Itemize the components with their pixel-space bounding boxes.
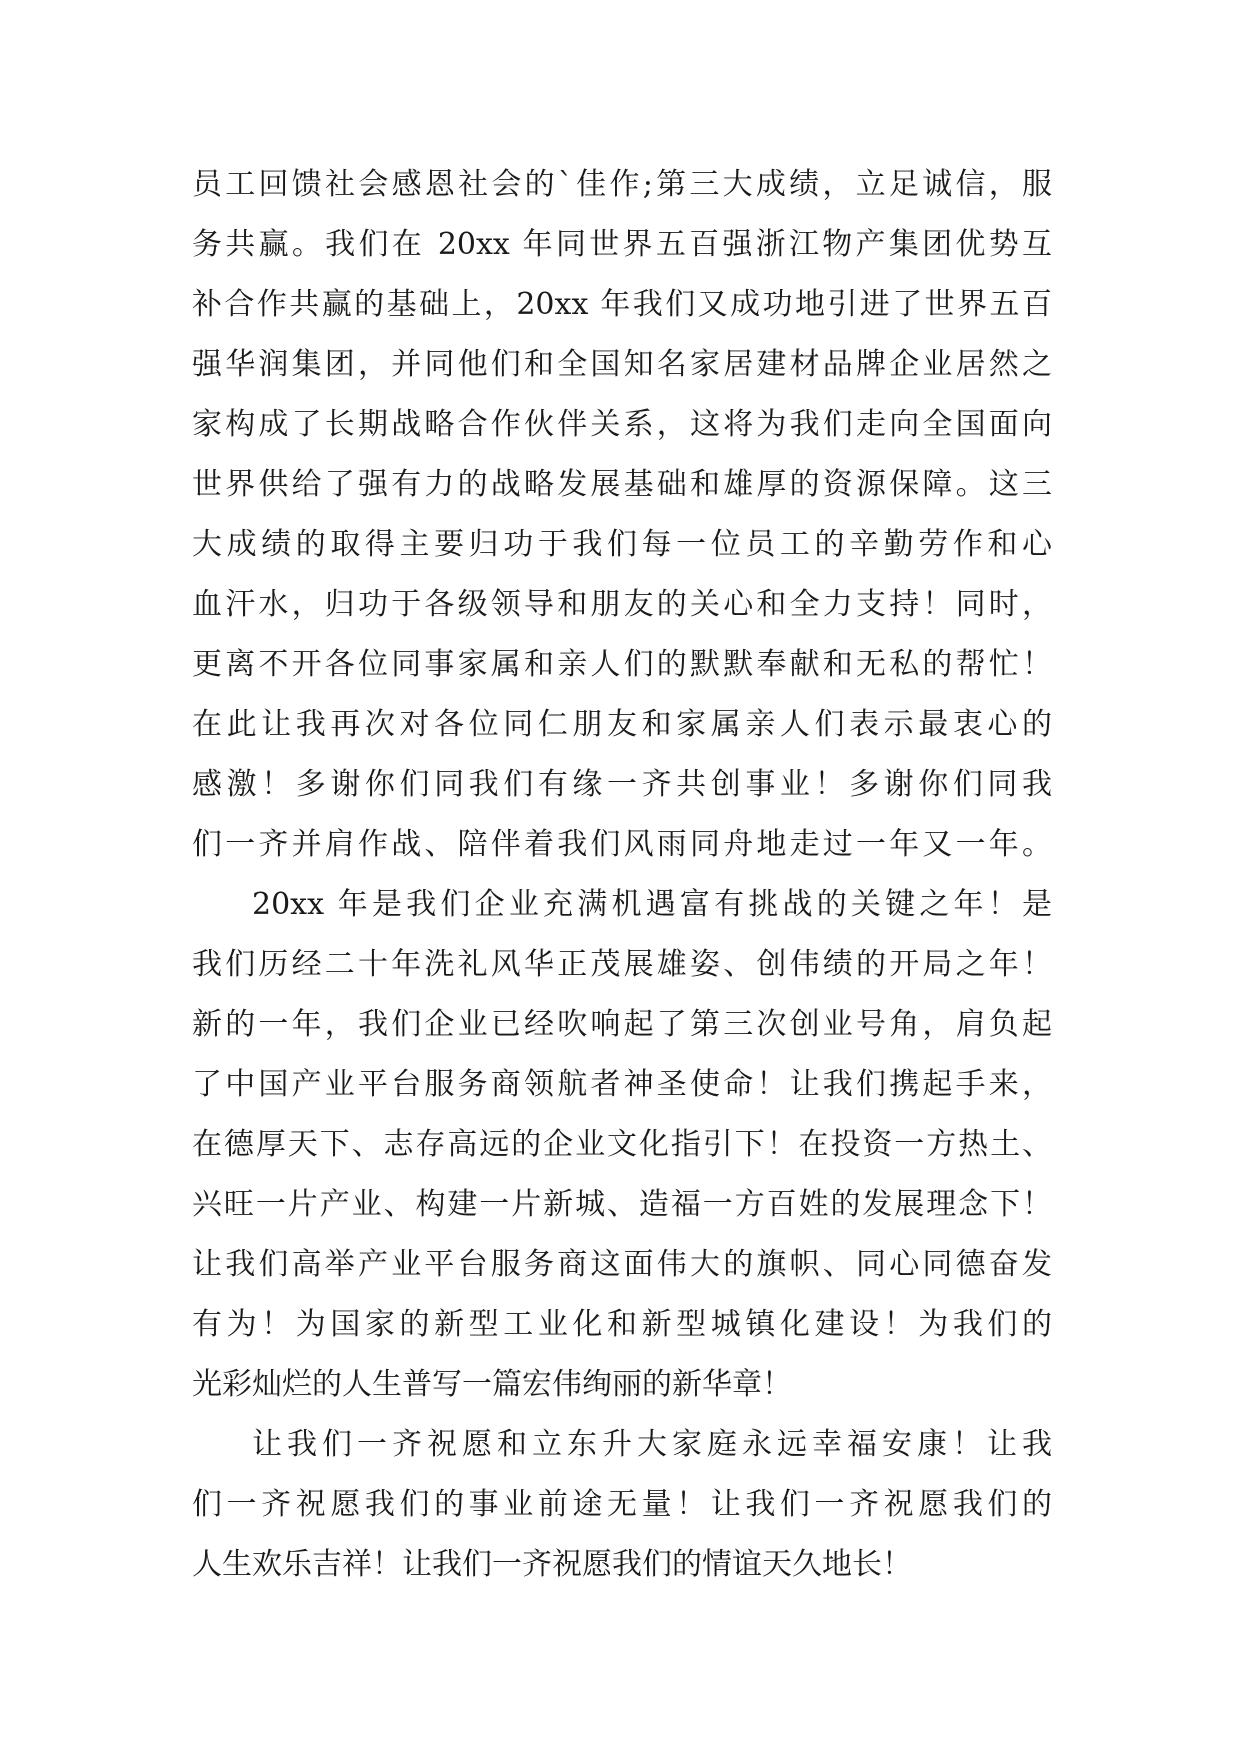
text-line: 员工回馈社会感恩社会的`佳作;第三大成绩，立足诚信，服 bbox=[192, 167, 1052, 202]
text-line: 更离不开各位同事家属和亲人们的默默奉献和无私的帮忙！ bbox=[192, 647, 1052, 682]
text-line: 光彩灿烂的人生普写一篇宏伟绚丽的新华章！ bbox=[192, 1367, 792, 1402]
text-line: 在此让我再次对各位同仁朋友和家属亲人们表示最衷心的 bbox=[192, 707, 1052, 742]
text-line: 血汗水，归功于各级领导和朋友的关心和全力支持！同时， bbox=[192, 587, 1052, 622]
text-line: 在德厚天下、志存高远的企业文化指引下！在投资一方热土、 bbox=[192, 1127, 1052, 1162]
text-line: 强华润集团，并同他们和全国知名家居建材品牌企业居然之 bbox=[192, 347, 1052, 382]
text-line: 我们历经二十年洗礼风华正茂展雄姿、创伟绩的开局之年！ bbox=[192, 947, 1052, 982]
text-line: 们一齐并肩作战、陪伴着我们风雨同舟地走过一年又一年。 bbox=[192, 827, 1052, 862]
paragraph-1 bbox=[192, 155, 1052, 875]
text-line: 让我们一齐祝愿和立东升大家庭永远幸福安康！让我 bbox=[252, 1427, 1052, 1462]
text-line: 们一齐祝愿我们的事业前途无量！让我们一齐祝愿我们的 bbox=[192, 1487, 1052, 1522]
paragraph-3 bbox=[192, 1415, 1052, 1595]
text-line: 感激！多谢你们同我们有缘一齐共创事业！多谢你们同我 bbox=[192, 767, 1052, 802]
paragraph-2 bbox=[192, 875, 1052, 1415]
text-line: 兴旺一片产业、构建一片新城、造福一方百姓的发展理念下！ bbox=[192, 1187, 1052, 1222]
text-line: 世界供给了强有力的战略发展基础和雄厚的资源保障。这三 bbox=[192, 467, 1052, 502]
text-line: 新的一年，我们企业已经吹响起了第三次创业号角，肩负起 bbox=[192, 1007, 1052, 1042]
text-line: 人生欢乐吉祥！让我们一齐祝愿我们的情谊天久地长！ bbox=[192, 1547, 912, 1582]
document-body bbox=[192, 155, 1052, 1595]
text-line: 家构成了长期战略合作伙伴关系，这将为我们走向全国面向 bbox=[192, 407, 1052, 442]
text-line: 了中国产业平台服务商领航者神圣使命！让我们携起手来， bbox=[192, 1067, 1052, 1102]
text-line: 让我们高举产业平台服务商这面伟大的旗帜、同心同德奋发 bbox=[192, 1247, 1052, 1282]
text-line: 大成绩的取得主要归功于我们每一位员工的辛勤劳作和心 bbox=[192, 527, 1052, 562]
text-line: 务共赢。我们在 20xx 年同世界五百强浙江物产集团优势互 bbox=[192, 227, 1052, 262]
text-line: 补合作共赢的基础上，20xx 年我们又成功地引进了世界五百 bbox=[192, 287, 1052, 322]
text-line: 有为！为国家的新型工业化和新型城镇化建设！为我们的 bbox=[192, 1307, 1052, 1342]
text-line: 20xx 年是我们企业充满机遇富有挑战的关键之年！是 bbox=[252, 887, 1052, 922]
